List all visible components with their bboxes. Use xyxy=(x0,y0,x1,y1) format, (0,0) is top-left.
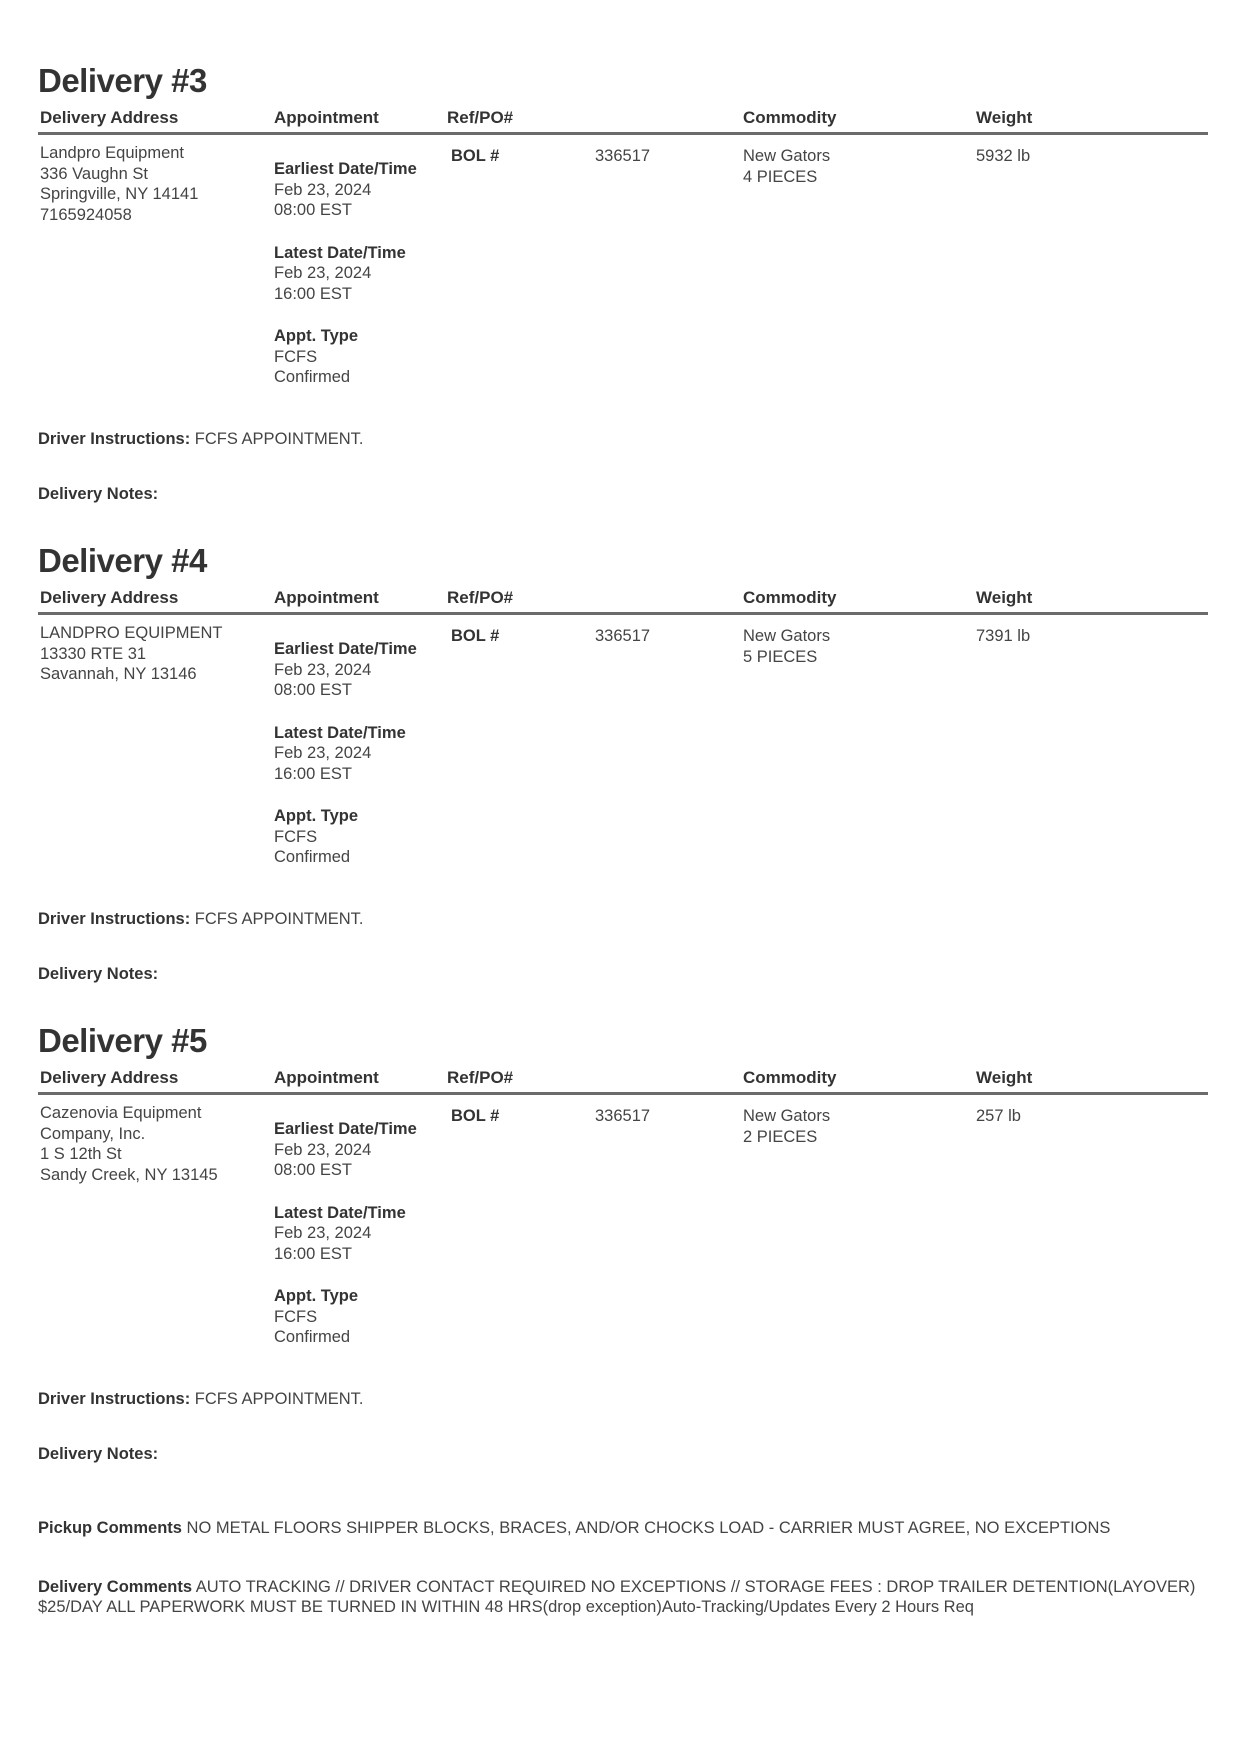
latest-time: 16:00 EST xyxy=(274,1244,352,1263)
header-delivery-address: Delivery Address xyxy=(40,1068,179,1087)
weight-value: 257 lb xyxy=(976,1107,1021,1125)
appt-type-value: FCFS xyxy=(274,827,318,846)
appointment-details xyxy=(274,137,444,388)
pickup-comments-label: Pickup Comments xyxy=(38,1519,182,1537)
address-line: 336 Vaughn St xyxy=(40,164,148,183)
latest-date: Feb 23, 2024 xyxy=(274,744,372,762)
address-line: Sandy Creek, NY 13145 xyxy=(40,1165,218,1184)
earliest-date: Feb 23, 2024 xyxy=(274,180,372,199)
address-line: 7165924058 xyxy=(40,205,132,224)
commodity-pieces: 2 PIECES xyxy=(743,1127,818,1146)
delivery-comments xyxy=(38,1577,1208,1617)
driver-instructions-text: FCFS APPOINTMENT. xyxy=(194,1390,364,1408)
bol-number: 336517 xyxy=(595,147,651,165)
driver-instructions xyxy=(38,430,363,449)
header-commodity: Commodity xyxy=(743,108,837,127)
latest-date: Feb 23, 2024 xyxy=(274,264,372,282)
bol-label: BOL # xyxy=(451,147,500,165)
delivery-notes xyxy=(38,1445,158,1464)
pickup-comments-text: NO METAL FLOORS SHIPPER BLOCKS, BRACES, AND/OR CHOCKS LOAD - CARRIER MUST AGREE, NO EXCEPTIONS xyxy=(186,1519,1111,1537)
header-ref-po: Ref/PO# xyxy=(447,588,514,607)
latest-label: Latest Date/Time xyxy=(274,723,406,742)
earliest-date: Feb 23, 2024 xyxy=(274,660,372,679)
header-appointment: Appointment xyxy=(274,108,379,127)
latest-block xyxy=(274,723,444,785)
delivery-comments-text: AUTO TRACKING // DRIVER CONTACT REQUIRED NO EXCEPTIONS // STORAGE FEES : DROP TRAILER DETENTION(LAYOVER) $25/DAY ALL PAPERWORK MUST BE TURNED IN WITHIN 48 HRS(drop exception)Auto-Tracking/Updates Every 2 Hours Req xyxy=(38,1578,1196,1616)
address-line: Company, Inc. xyxy=(40,1124,146,1143)
commodity-name: New Gators xyxy=(743,627,831,645)
earliest-block xyxy=(274,1119,444,1181)
appt-status: Confirmed xyxy=(274,368,351,386)
latest-block xyxy=(274,243,444,305)
commodity-name: New Gators xyxy=(743,147,831,165)
driver-instructions-label: Driver Instructions: xyxy=(38,1390,191,1408)
earliest-date: Feb 23, 2024 xyxy=(274,1140,372,1159)
bol-number: 336517 xyxy=(595,627,651,645)
delivery-notes xyxy=(38,965,158,984)
appt-type-block xyxy=(274,326,444,388)
driver-instructions-text: FCFS APPOINTMENT. xyxy=(194,430,364,448)
address-line: Cazenovia Equipment xyxy=(40,1104,202,1122)
driver-instructions-label: Driver Instructions: xyxy=(38,910,191,928)
delivery-title: Delivery #5 xyxy=(38,1022,207,1059)
delivery-title: Delivery #4 xyxy=(38,542,207,579)
address-line: Springville, NY 14141 xyxy=(40,185,199,203)
commodity xyxy=(743,626,963,667)
appointment-details xyxy=(274,617,444,868)
commodity xyxy=(743,1106,963,1147)
commodity-name: New Gators xyxy=(743,1107,831,1125)
appt-type-label: Appt. Type xyxy=(274,1287,359,1305)
appt-status: Confirmed xyxy=(274,848,351,866)
delivery-comments-label: Delivery Comments xyxy=(38,1578,193,1596)
earliest-label: Earliest Date/Time xyxy=(274,160,417,178)
header-divider xyxy=(38,1092,1208,1095)
address-line: Savannah, NY 13146 xyxy=(40,665,197,683)
address-line: Landpro Equipment xyxy=(40,144,185,162)
latest-date: Feb 23, 2024 xyxy=(274,1224,372,1242)
pickup-comments xyxy=(38,1518,1208,1538)
latest-time: 16:00 EST xyxy=(274,284,352,303)
commodity-pieces: 4 PIECES xyxy=(743,167,818,186)
latest-time: 16:00 EST xyxy=(274,764,352,783)
driver-instructions xyxy=(38,910,363,929)
appt-status: Confirmed xyxy=(274,1328,351,1346)
weight-value: 7391 lb xyxy=(976,627,1031,645)
header-divider xyxy=(38,612,1208,615)
delivery-notes-label: Delivery Notes: xyxy=(38,485,159,503)
bol-label: BOL # xyxy=(451,627,500,645)
weight-value: 5932 lb xyxy=(976,147,1031,165)
header-ref-po: Ref/PO# xyxy=(447,108,514,127)
earliest-time: 08:00 EST xyxy=(274,681,352,699)
earliest-block xyxy=(274,159,444,221)
commodity-pieces: 5 PIECES xyxy=(743,647,818,666)
address-line: 13330 RTE 31 xyxy=(40,644,147,663)
delivery-notes-label: Delivery Notes: xyxy=(38,965,159,983)
driver-instructions-text: FCFS APPOINTMENT. xyxy=(194,910,364,928)
latest-label: Latest Date/Time xyxy=(274,243,406,262)
delivery-address xyxy=(40,623,260,685)
appt-type-value: FCFS xyxy=(274,347,318,366)
commodity xyxy=(743,146,963,187)
header-commodity: Commodity xyxy=(743,1068,837,1087)
header-appointment: Appointment xyxy=(274,588,379,607)
delivery-address xyxy=(40,1103,260,1185)
latest-block xyxy=(274,1203,444,1265)
header-weight: Weight xyxy=(976,1068,1033,1087)
appt-type-label: Appt. Type xyxy=(274,807,359,825)
earliest-time: 08:00 EST xyxy=(274,1161,352,1179)
earliest-time: 08:00 EST xyxy=(274,201,352,219)
earliest-block xyxy=(274,639,444,701)
header-appointment: Appointment xyxy=(274,1068,379,1087)
earliest-label: Earliest Date/Time xyxy=(274,1120,417,1138)
header-delivery-address: Delivery Address xyxy=(40,108,179,127)
address-line: LANDPRO EQUIPMENT xyxy=(40,624,223,642)
delivery-notes xyxy=(38,485,158,504)
header-divider xyxy=(38,132,1208,135)
delivery-notes-label: Delivery Notes: xyxy=(38,1445,159,1463)
appt-type-value: FCFS xyxy=(274,1307,318,1326)
header-delivery-address: Delivery Address xyxy=(40,588,179,607)
bol-number: 336517 xyxy=(595,1107,651,1125)
header-weight: Weight xyxy=(976,588,1033,607)
earliest-label: Earliest Date/Time xyxy=(274,640,417,658)
delivery-address xyxy=(40,143,260,225)
appt-type-label: Appt. Type xyxy=(274,327,359,345)
address-line: 1 S 12th St xyxy=(40,1145,122,1163)
appt-type-block xyxy=(274,806,444,868)
appt-type-block xyxy=(274,1286,444,1348)
appointment-details xyxy=(274,1097,444,1348)
driver-instructions-label: Driver Instructions: xyxy=(38,430,191,448)
header-ref-po: Ref/PO# xyxy=(447,1068,514,1087)
header-commodity: Commodity xyxy=(743,588,837,607)
bol-label: BOL # xyxy=(451,1107,500,1125)
delivery-title: Delivery #3 xyxy=(38,62,207,99)
driver-instructions xyxy=(38,1390,363,1409)
header-weight: Weight xyxy=(976,108,1033,127)
latest-label: Latest Date/Time xyxy=(274,1203,406,1222)
